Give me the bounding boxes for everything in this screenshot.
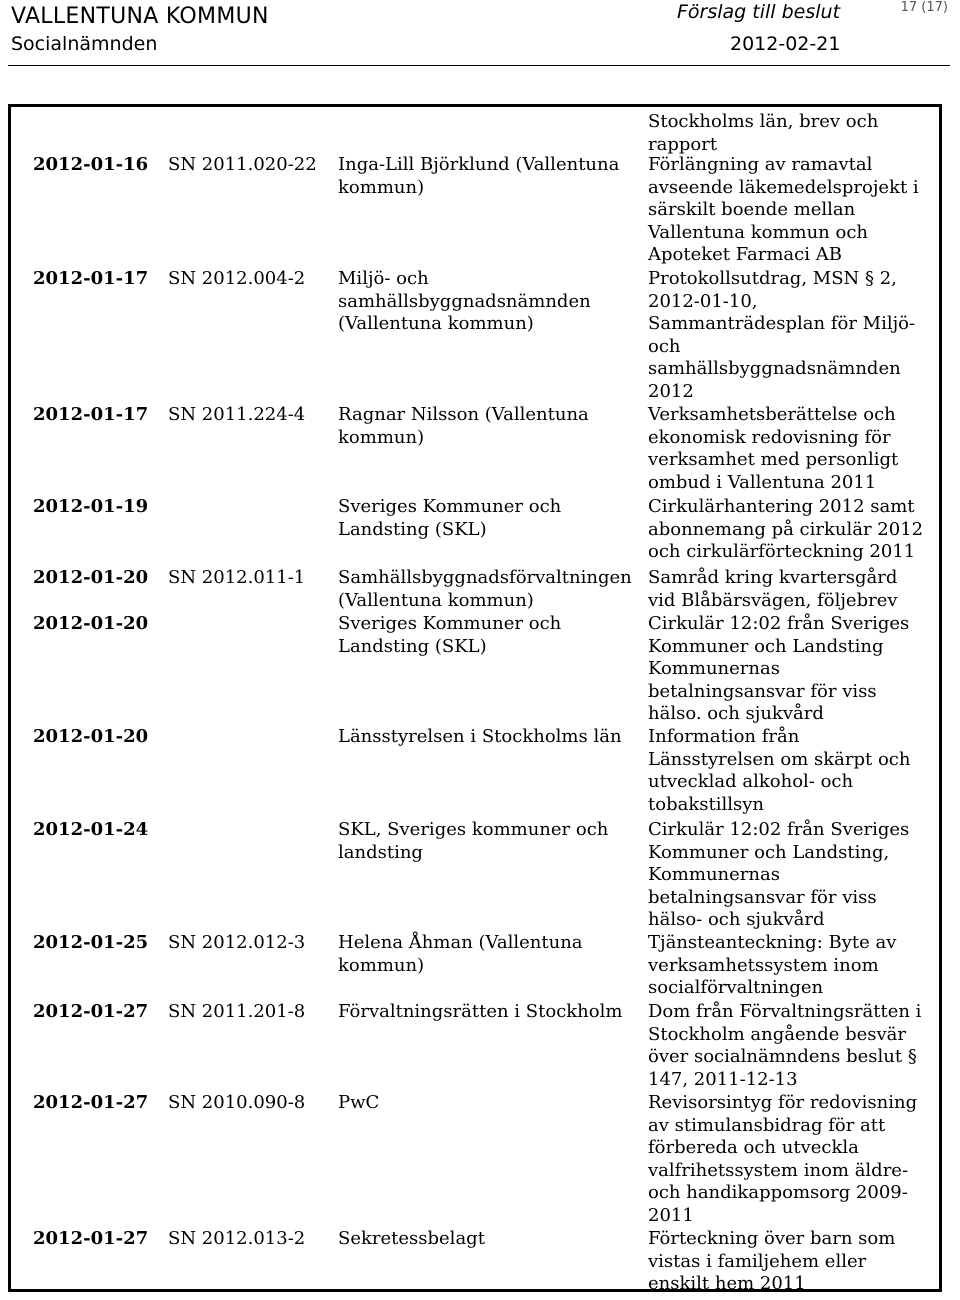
row-subject-line: 2012-01-10,: [648, 290, 758, 312]
row-sender-line: SKL, Sveriges kommuner och: [338, 819, 609, 840]
row-sender-line: Miljö- och: [338, 268, 429, 289]
row-subject-line: Länsstyrelsen om skärpt och: [648, 748, 911, 770]
row-subject-line: utvecklad alkohol- och: [648, 771, 854, 793]
row-subject-line: verksamhetssystem inom: [648, 954, 879, 976]
row-subject-line: Stockholms län, brev och: [648, 111, 879, 132]
row-subject-line: och cirkulärförteckning 2011: [648, 541, 916, 563]
row-sender-line: (Vallentuna kommun): [338, 589, 534, 611]
department-name: Socialnämnden: [11, 33, 158, 55]
row-subject-line: över socialnämndens beslut §: [648, 1046, 917, 1068]
row-subject-line: Förteckning över barn som: [648, 1228, 896, 1249]
document-date: 2012-02-21: [730, 33, 841, 55]
row-date: 2012-01-20: [33, 726, 149, 747]
row-date: 2012-01-27: [33, 1228, 149, 1249]
row-subject-line: och handikappomsorg 2009-: [648, 1182, 908, 1204]
row-sender-line: (Vallentuna kommun): [338, 313, 534, 335]
organization-name: VALLENTUNA KOMMUN: [11, 4, 269, 29]
row-subject-line: valfrihetssystem inom äldre-: [648, 1159, 909, 1181]
row-diary-number: SN 2012.013-2: [168, 1228, 306, 1249]
row-subject-line: betalningsansvar för viss: [648, 680, 877, 702]
row-subject-line: Dom från Förvaltningsrätten i: [648, 1001, 922, 1022]
document-status: Förslag till beslut: [677, 1, 841, 23]
row-diary-number: SN 2012.004-2: [168, 268, 306, 289]
row-date: 2012-01-17: [33, 268, 149, 289]
row-subject-line: Cirkulärhantering 2012 samt: [648, 496, 915, 517]
row-sender-line: Landsting (SKL): [338, 635, 487, 657]
row-sender-line: PwC: [338, 1092, 380, 1113]
row-subject-line: hälso- och sjukvård: [648, 909, 825, 931]
row-sender-line: Landsting (SKL): [338, 518, 487, 540]
row-subject-line: betalningsansvar för viss: [648, 886, 877, 908]
row-date: 2012-01-16: [33, 154, 149, 175]
row-date: 2012-01-20: [33, 567, 149, 588]
row-sender-line: Inga-Lill Björklund (Vallentuna: [338, 154, 620, 175]
row-diary-number: SN 2011.020-22: [168, 154, 317, 175]
row-sender-line: landsting: [338, 841, 423, 863]
row-subject-line: Samråd kring kvartersgård: [648, 567, 898, 588]
row-subject-line: enskilt hem 2011: [648, 1273, 806, 1295]
row-subject-line: Kommuner och Landsting,: [648, 841, 890, 863]
row-subject-line: och: [648, 335, 681, 357]
row-subject-line: vid Blåbärsvägen, följebrev: [648, 589, 898, 611]
row-subject-line: 2011: [648, 1205, 694, 1226]
row-date: 2012-01-17: [33, 404, 149, 425]
row-subject-line: verksamhet med personligt: [648, 449, 899, 471]
row-subject-line: Cirkulär 12:02 från Sveriges: [648, 613, 910, 634]
row-subject-line: ombud i Vallentuna 2011: [648, 471, 877, 493]
row-subject-line: särskilt boende mellan: [648, 199, 856, 221]
row-subject-line: Kommuner och Landsting: [648, 635, 884, 657]
row-sender-line: Samhällsbyggnadsförvaltningen: [338, 567, 632, 588]
row-subject-line: Sammanträdesplan för Miljö-: [648, 313, 916, 335]
row-date: 2012-01-27: [33, 1092, 149, 1113]
row-sender-line: kommun): [338, 426, 425, 448]
row-subject-line: 2012: [648, 381, 694, 402]
row-sender-line: kommun): [338, 176, 425, 198]
page-number: 17 (17): [900, 0, 948, 15]
row-subject-line: Revisorsintyg för redovisning: [648, 1092, 918, 1113]
row-subject-line: Information från: [648, 726, 800, 747]
row-subject-line: rapport: [648, 133, 718, 155]
row-subject-line: Tjänsteanteckning: Byte av: [648, 932, 897, 953]
row-subject-line: abonnemang på cirkulär 2012: [648, 518, 924, 540]
row-subject-line: samhällsbyggnadsnämnden: [648, 358, 901, 380]
row-sender-line: Sekretessbelagt: [338, 1228, 485, 1249]
row-subject-line: Protokollsutdrag, MSN § 2,: [648, 268, 897, 289]
row-diary-number: SN 2012.012-3: [168, 932, 306, 953]
row-sender-line: Länsstyrelsen i Stockholms län: [338, 726, 622, 747]
row-subject-line: Stockholm angående besvär: [648, 1023, 907, 1045]
row-subject-line: Verksamhetsberättelse och: [648, 404, 896, 425]
row-sender-line: Ragnar Nilsson (Vallentuna: [338, 404, 589, 425]
row-date: 2012-01-25: [33, 932, 149, 953]
row-subject-line: 147, 2011-12-13: [648, 1068, 798, 1090]
row-diary-number: SN 2011.201-8: [168, 1001, 306, 1022]
row-subject-line: Kommunernas: [648, 864, 780, 886]
row-subject-line: Apoteket Farmaci AB: [648, 244, 842, 266]
row-date: 2012-01-19: [33, 496, 149, 517]
row-subject-line: vistas i familjehem eller: [648, 1250, 867, 1272]
row-sender-line: samhällsbyggnadsnämnden: [338, 290, 591, 312]
row-sender-line: Förvaltningsrätten i Stockholm: [338, 1001, 623, 1022]
row-subject-line: hälso. och sjukvård: [648, 703, 824, 725]
row-diary-number: SN 2012.011-1: [168, 567, 306, 588]
row-subject-line: avseende läkemedelsprojekt i: [648, 176, 919, 198]
row-subject-line: Kommunernas: [648, 658, 780, 680]
row-subject-line: Förlängning av ramavtal: [648, 154, 873, 175]
row-sender-line: Sveriges Kommuner och: [338, 613, 562, 634]
row-sender-line: Helena Åhman (Vallentuna: [338, 932, 583, 953]
row-date: 2012-01-24: [33, 819, 149, 840]
row-subject-line: Cirkulär 12:02 från Sveriges: [648, 819, 910, 840]
row-subject-line: ekonomisk redovisning för: [648, 426, 891, 448]
row-subject-line: förbereda och utveckla: [648, 1137, 859, 1159]
row-sender-line: Sveriges Kommuner och: [338, 496, 562, 517]
row-date: 2012-01-20: [33, 613, 149, 634]
row-diary-number: SN 2010.090-8: [168, 1092, 306, 1113]
row-date: 2012-01-27: [33, 1001, 149, 1022]
row-subject-line: socialförvaltningen: [648, 977, 824, 999]
row-subject-line: Vallentuna kommun och: [648, 221, 869, 243]
correspondence-table: [8, 104, 942, 1295]
row-diary-number: SN 2011.224-4: [168, 404, 306, 425]
row-sender-line: kommun): [338, 954, 425, 976]
row-subject-line: av stimulansbidrag för att: [648, 1114, 886, 1136]
row-subject-line: tobakstillsyn: [648, 793, 764, 815]
header-divider: [8, 65, 950, 66]
